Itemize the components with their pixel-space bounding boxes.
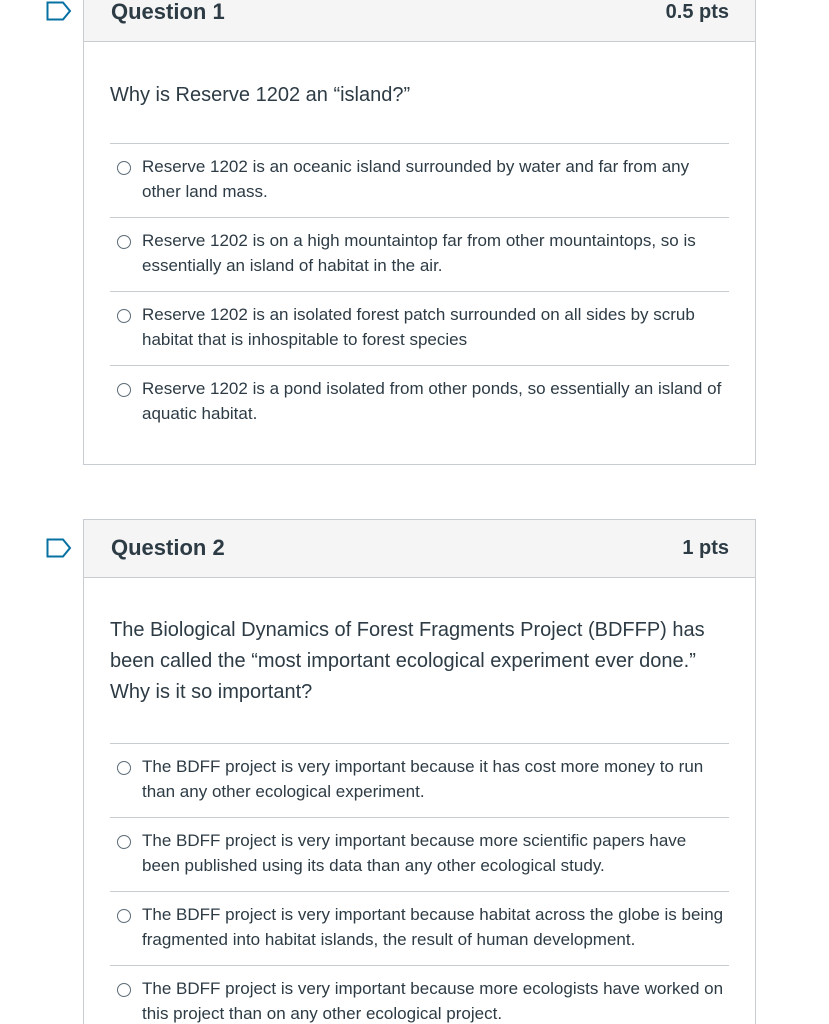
radio-button[interactable] — [117, 761, 131, 775]
radio-button[interactable] — [117, 383, 131, 397]
question-1 — [83, 0, 756, 465]
radio-button[interactable] — [117, 909, 131, 923]
answer-list — [110, 743, 729, 1024]
answer-label: Reserve 1202 is a pond isolated from other ponds, so essentially an island of aquatic habitat. — [142, 379, 722, 423]
question-body — [84, 42, 755, 439]
answer-option[interactable] — [110, 891, 729, 965]
answer-label: Reserve 1202 is on a high mountaintop far from other mountaintops, so is essentially an island of habitat in the air. — [142, 231, 696, 275]
question-points: 1 pts — [682, 537, 729, 559]
answer-label: The BDFF project is very important because more ecologists have worked on this project than on any other ecological project. — [142, 979, 724, 1023]
question-text: The Biological Dynamics of Forest Fragments Project (BDFFP) has been called the “most important ecological experiment ever done.” Why is it so important? — [110, 619, 705, 703]
answer-option[interactable] — [110, 365, 729, 439]
question-2 — [83, 519, 756, 1024]
question-header — [84, 520, 755, 578]
answer-label: The BDFF project is very important because more scientific papers have been published using its data than any other ecological study. — [142, 831, 687, 875]
radio-button[interactable] — [117, 235, 131, 249]
answer-label: The BDFF project is very important because it has cost more money to run than any other ecological experiment. — [142, 757, 704, 801]
question-header — [84, 0, 755, 42]
answer-option[interactable] — [110, 143, 729, 217]
answer-label: The BDFF project is very important because habitat across the globe is being fragmented into habitat islands, the result of human development. — [142, 905, 724, 949]
answer-label: Reserve 1202 is an oceanic island surrounded by water and far from any other land mass. — [142, 157, 690, 201]
question-title: Question 2 — [111, 535, 225, 560]
question-points: 0.5 pts — [665, 1, 729, 23]
answer-label: Reserve 1202 is an isolated forest patch surrounded on all sides by scrub habitat that is inhospitable to forest species — [142, 305, 695, 349]
answer-option[interactable] — [110, 817, 729, 891]
answer-list — [110, 143, 729, 439]
radio-button[interactable] — [117, 983, 131, 997]
radio-button[interactable] — [117, 309, 131, 323]
flag-question-icon[interactable] — [46, 1, 72, 21]
radio-button[interactable] — [117, 835, 131, 849]
flag-question-icon[interactable] — [46, 538, 72, 558]
radio-button[interactable] — [117, 161, 131, 175]
question-body — [84, 578, 755, 1024]
answer-option[interactable] — [110, 743, 729, 817]
question-text: Why is Reserve 1202 an “island?” — [110, 84, 411, 106]
answer-option[interactable] — [110, 965, 729, 1024]
answer-option[interactable] — [110, 217, 729, 291]
question-title: Question 1 — [111, 0, 225, 24]
answer-option[interactable] — [110, 291, 729, 365]
